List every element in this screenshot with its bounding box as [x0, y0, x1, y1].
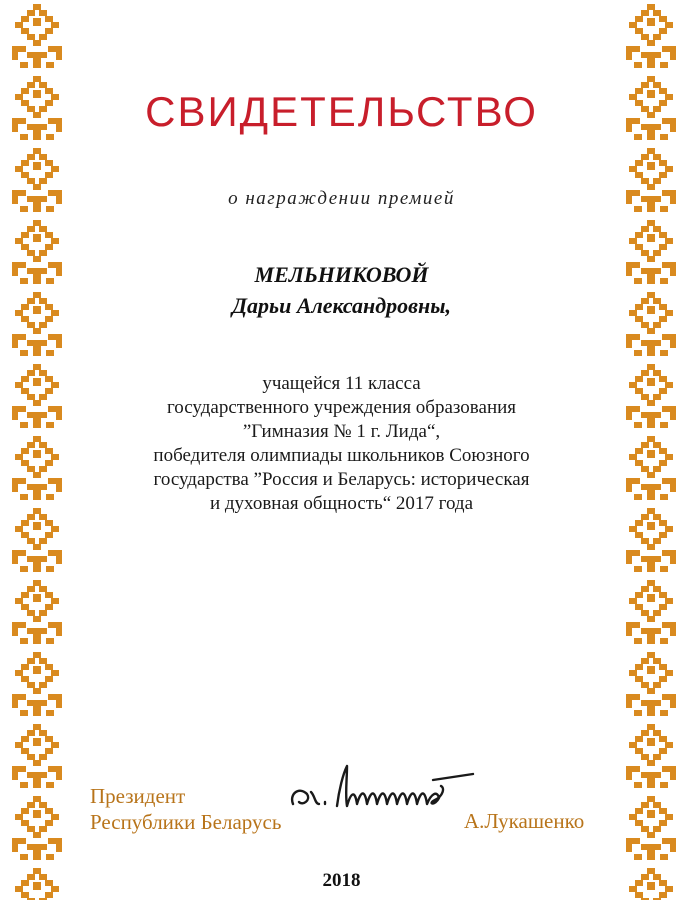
signatory-title-line: Президент: [90, 784, 186, 808]
certificate-subtitle: о награждении премией: [228, 188, 455, 209]
certificate-year: 2018: [322, 870, 361, 891]
award-description-line: ”Гимназия № 1 г. Лида“,: [242, 421, 441, 442]
recipient-surname: МЕЛЬНИКОВОЙ: [254, 262, 429, 287]
signatory-title-line: Республики Беларусь: [90, 810, 282, 834]
award-description-line: учащейся 11 класса: [262, 373, 421, 394]
award-description: [110, 372, 573, 516]
award-description-line: государственного учреждения образования: [166, 397, 517, 418]
award-description-line: и духовная общность“ 2017 года: [209, 493, 474, 514]
signatory-title: [90, 783, 281, 835]
handwritten-signature: [285, 760, 485, 820]
recipient-given-name: Дарьи Александровны,: [232, 293, 451, 318]
award-description-line: государства ”Россия и Беларусь: историческая: [153, 469, 530, 490]
signatory-name: А.Лукашенко: [464, 809, 585, 833]
award-description-line: победителя олимпиады школьников Союзного: [153, 445, 530, 466]
certificate-title: СВИДЕТЕЛЬСТВО: [145, 88, 538, 135]
